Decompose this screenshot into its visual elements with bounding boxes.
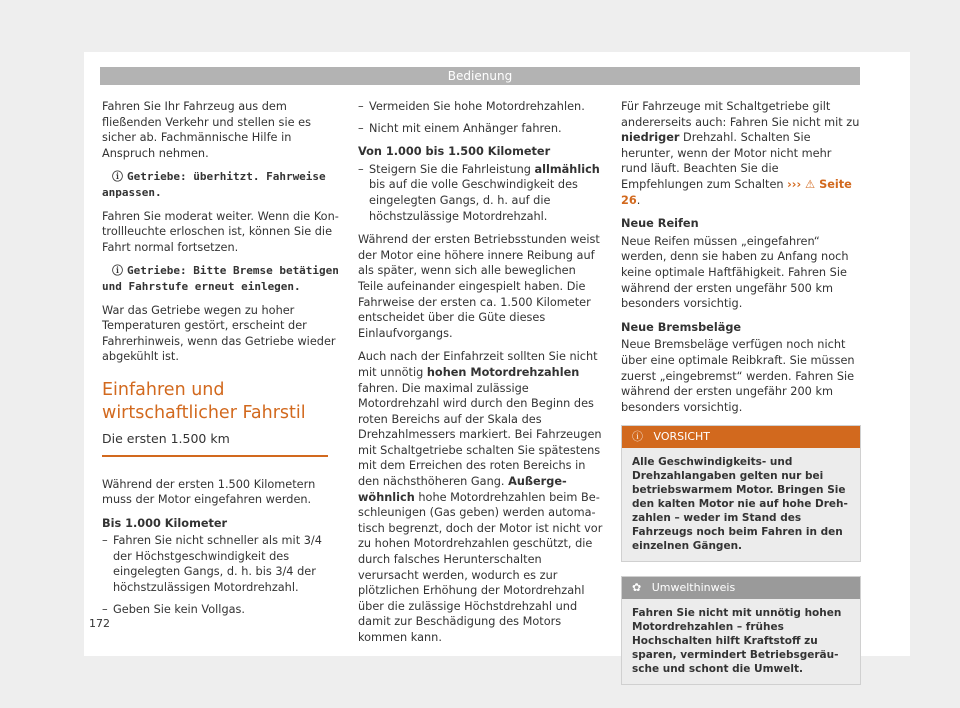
text-run: hohe Motordrehzahlen beim Beschleunigen (Gas geben) werden automatisch begrenzt, doch der Motor ist nicht vor zu hohen Motordrehzahlen geschützt, die durch falsches Herunterschalten verursacht werden, wodurch es zur plötzlichen Erhöhung der Motordrehzahl über die zulässige Höchstdrehzahl und damit zur Beschädigung des Motors kommen kann. [358,490,603,644]
bullet-list [102,533,342,617]
caution-box-body: Alle Geschwindigkeits- und Drehzahlangaben gelten nur bei betriebswarmem Motor. Bringen Sie den kalten Motor nie auf hohe Drehzahlen – weder im Stand des Fahrzeugs noch beim Fahren in den einzelnen Gängen. [622,448,860,561]
page-reference-link[interactable]: ››› ⚠ Seite 26 [621,177,852,207]
text-run: fahren. Die maximal zulässige Motordrehzahl wird durch den Beginn des roten Bereichs auf der Skala des Drehzahlmessers markiert. Bei Fahrzeugen mit Schaltgetriebe schalten Sie spätestens mit dem Erreichen des roten Bereichs in den nächsthöheren Gang. [358,381,602,489]
list-item: – Nicht mit einem Anhänger fahren. [358,121,603,137]
bold-text: niedriger [621,131,680,145]
warning-icon: ⓘ [112,170,123,184]
environment-note-header [622,577,860,599]
paragraph: Neue Reifen müssen „eingefahren“ werden, denn sie haben zu Anfang noch keine optimale Haftfähigkeit. Fahren Sie während der ersten ungefähr 500 km besonders vorsichtig. [621,234,849,311]
subheading: Neue Reifen [621,217,699,231]
environment-note-box [621,576,861,685]
bullet-list [358,99,603,136]
subheading: Bis 1.000 Kilometer [102,516,228,530]
caution-title: VORSICHT [653,430,711,444]
text-run: Steigern Sie die Fahrleistung [369,162,535,176]
list-item: – Vermeiden Sie hohe Motordrehzahlen. [358,99,603,115]
warning-text: Getriebe: Bitte Bremse betätigen und Fahrstufe erneut einlegen. [102,264,339,293]
warning-message [102,169,342,200]
environment-note-title: Umwelthinweis [651,581,736,595]
text-run: bis auf die volle Geschwindigkeit des eingelegten Gangs, d. h. auf die höchstzulässige Motordrehzahl. [369,178,578,223]
leaf-icon: ✿ [632,581,642,595]
page-number: 172 [89,617,110,630]
column-1 [102,99,342,625]
column-3 [621,99,861,699]
paragraph: Neue Bremsbeläge verfügen noch nicht über eine optimale Reibkraft. Sie müssen zuerst „eingebremst“ werden. Fahren Sie während der ersten ungefähr 200 km besonders vorsichtig. [621,338,855,414]
paragraph: Fahren Sie Ihr Fahrzeug aus dem fließenden Verkehr und stellen sie es sicher ab. Fachmännische Hilfe in Anspruch nehmen. [102,100,311,160]
section-heading: Einfahren und wirtschaftlicher Fahrstil [102,379,306,423]
warning-message [102,263,342,294]
environment-note-body: Fahren Sie nicht mit unnötig hohen Motordrehzahlen – frühes Hochschalten hilft Kraftstoff zu sparen, vermindert Betriebsgeräusche und schont die Umwelt. [622,599,860,684]
list-item: – Fahren Sie nicht schneller als mit 3/4 der Höchstgeschwindigkeit des eingelegten Gangs, d. h. bis 3/4 der höchstzulässigen Motordrehzahl. [102,533,342,595]
subsection-heading: Die ersten 1.500 km [102,431,328,457]
paragraph: Fahren Sie moderat weiter. Wenn die Kontrollleuchte erloschen ist, können Sie die Fahrt normal fortsetzen. [102,209,339,254]
text-run: Auch nach der Einfahrzeit sollten Sie nicht mit unnötig [358,350,598,379]
paragraph: Während der ersten Betriebsstunden weist der Motor eine höhere innere Reibung auf als später, wenn sich alle beweglichen Teile aufeinander eingespielt haben. Die Fahrweise der ersten ca. 1.500 Kilometer entscheidet über die Güte dieses Einlaufvorgangs. [358,233,600,340]
text-run: . [636,193,641,207]
paragraph [621,99,861,208]
subheading: Von 1.000 bis 1.500 Kilometer [358,145,551,159]
list-item [358,162,603,224]
list-item: – Geben Sie kein Vollgas. [102,602,342,618]
subheading: Neue Bremsbeläge [621,320,742,334]
caution-box [621,425,861,562]
bold-text: Außergewöhnlich [358,475,567,504]
caution-box-header [622,426,860,448]
paragraph: War das Getriebe wegen zu hoher Temperaturen gestört, erscheint der Fahrerhinweis, wenn das Getriebe wieder abgekühlt ist. [102,303,336,364]
paragraph: Während der ersten 1.500 Kilometern muss der Motor eingefahren werden. [102,477,316,507]
bullet-list [358,162,603,224]
paragraph [358,349,603,645]
bold-text: allmählich [534,162,600,176]
page-header: Bedienung [100,67,860,85]
warning-text: Getriebe: überhitzt. Fahrweise anpassen. [102,170,326,199]
text-run: Für Fahrzeuge mit Schaltgetriebe gilt andererseits auch: Fahren Sie nicht mit zu [621,100,860,129]
bold-text: hohen Motordrehzahlen [426,365,580,379]
warning-icon: ⓘ [112,264,123,278]
caution-icon: ⓘ [632,430,643,444]
column-2 [358,99,603,654]
text-run: Drehzahl. Schalten Sie herunter, wenn der Motor nicht mehr rund läuft. Beachten Sie die Empfehlungen zum Schalten [621,131,832,191]
